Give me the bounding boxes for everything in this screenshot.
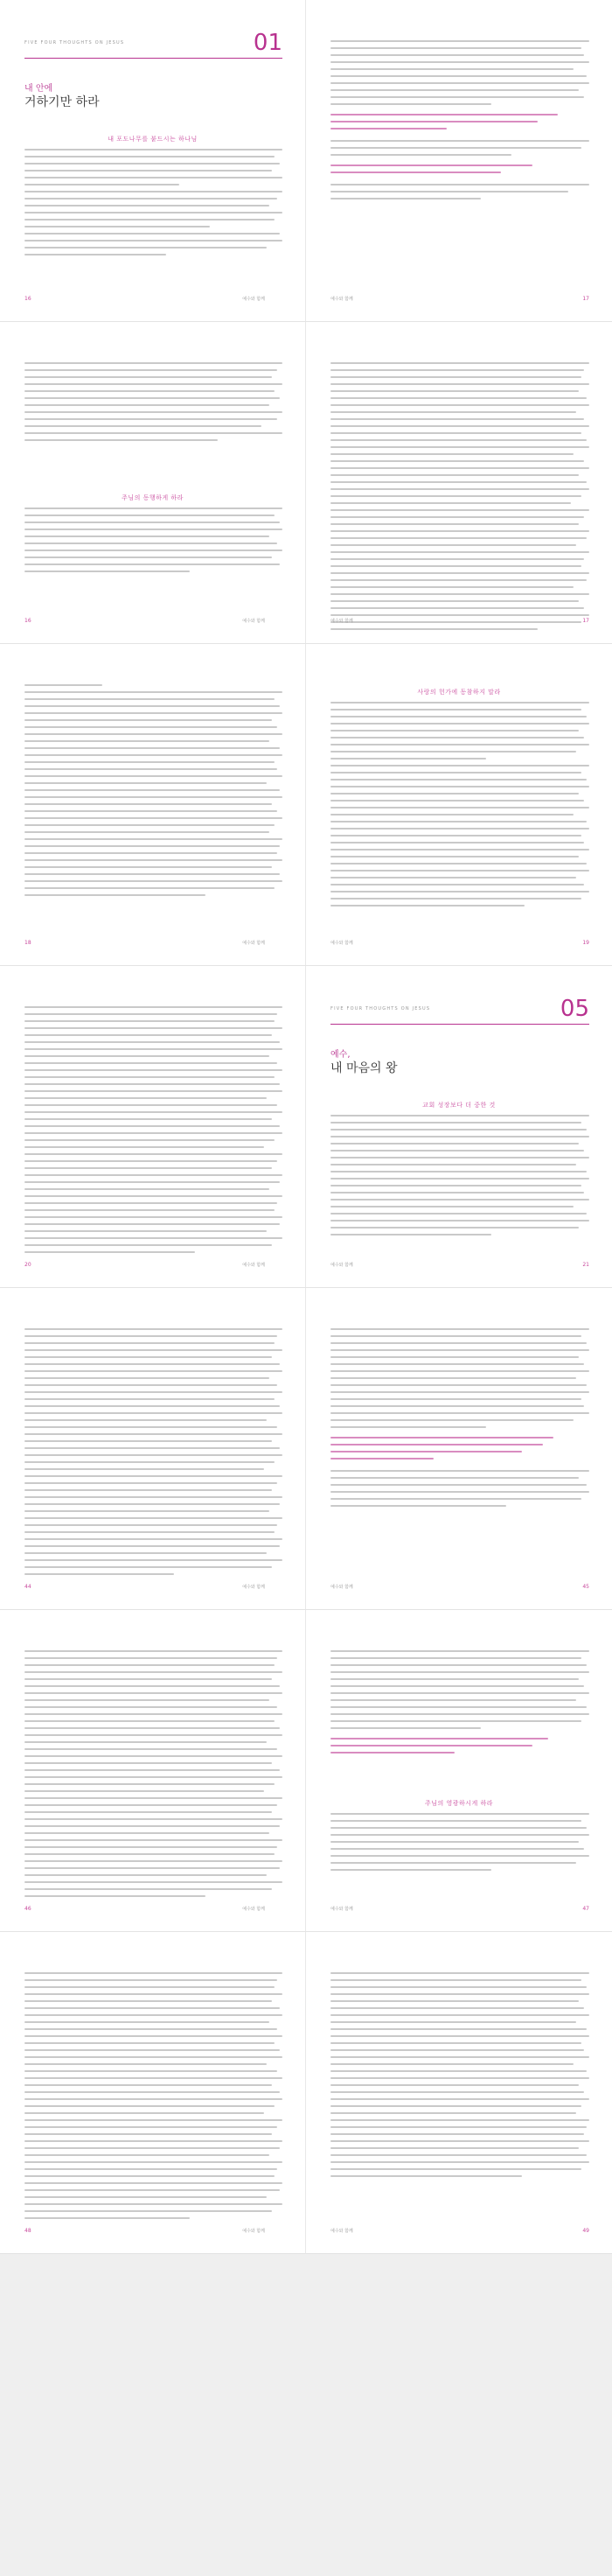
footer-title: 예수와 함께: [242, 941, 265, 946]
page-text: [306, 1932, 612, 2254]
body-text: [24, 362, 282, 446]
page-number: 48: [24, 2228, 31, 2234]
page-text: [0, 322, 306, 644]
body-text: [24, 684, 282, 901]
body-text: [24, 1972, 282, 2224]
page-chapter-05-opening: [306, 966, 612, 1288]
chapter-title: 내 마음의 왕: [330, 1061, 398, 1075]
chapter-subtitle: 예수,: [330, 1050, 351, 1060]
body-text: [330, 362, 589, 635]
footer-title: 예수와 함께: [242, 297, 265, 302]
page-text: [306, 644, 612, 966]
footer-title: 예수와 함께: [330, 619, 353, 624]
page-text: [0, 1288, 306, 1610]
page-number: 49: [582, 2228, 589, 2234]
page-chapter-01-opening: [0, 0, 306, 322]
body-text: [330, 1650, 589, 1764]
body-text: [24, 1006, 282, 1258]
footer-title: 예수와 함께: [330, 941, 353, 946]
chapter-rule: [330, 1024, 589, 1025]
body-text: [24, 508, 282, 578]
footer-title: 예수와 함께: [242, 1907, 265, 1912]
page-number: 16: [24, 618, 31, 624]
chapter-number: 01: [253, 30, 282, 56]
body-text: [24, 1650, 282, 1902]
footer-title: 예수와 함께: [330, 2229, 353, 2234]
page-number: 45: [582, 1584, 589, 1590]
page-number: 44: [24, 1584, 31, 1590]
section-heading: 주님의 영광하시게 하라: [424, 1800, 494, 1807]
footer-title: 예수와 함께: [242, 1585, 265, 1590]
section-heading: 내 포도나무를 붙드시는 하나님: [108, 136, 198, 143]
page-number: 16: [24, 296, 31, 302]
page-text: [0, 966, 306, 1288]
section-heading: 사랑의 헌가에 동참하지 말라: [417, 689, 501, 696]
page-number: 46: [24, 1906, 31, 1912]
body-text: [24, 1328, 282, 1580]
page-number: 20: [24, 1262, 31, 1268]
body-text: [330, 1328, 589, 1512]
page-text: [306, 1610, 612, 1932]
page-text: [0, 1932, 306, 2254]
section-heading: 교회 성장보다 더 중한 것: [422, 1102, 496, 1109]
page-number: 18: [24, 940, 31, 946]
footer-title: 예수와 함께: [330, 1907, 353, 1912]
chapter-number: 05: [560, 996, 589, 1022]
footer-title: 예수와 함께: [330, 1263, 353, 1268]
page-number: 19: [582, 940, 589, 946]
footer-title: 예수와 함께: [242, 619, 265, 624]
page-text: [0, 1610, 306, 1932]
body-text: [330, 1813, 589, 1876]
page-number: 17: [582, 618, 589, 624]
body-text: [330, 40, 589, 205]
footer-title: 예수와 함께: [330, 297, 353, 302]
footer-title: 예수와 함께: [330, 1585, 353, 1590]
chapter-title: 거하기만 하라: [24, 95, 100, 109]
section-heading: 주님의 동행하게 하라: [122, 494, 184, 501]
body-text: [330, 1972, 589, 2182]
page-number: 17: [582, 296, 589, 302]
chapter-rule: [24, 58, 282, 59]
page-text: [0, 644, 306, 966]
page-number: 47: [582, 1906, 589, 1912]
body-text: [330, 702, 589, 912]
running-header: FIVE FOUR THOUGHTS ON JESUS: [330, 1006, 431, 1012]
page-text: [306, 322, 612, 644]
page-text: [306, 0, 612, 322]
body-text: [24, 149, 282, 261]
page-text: [306, 1288, 612, 1610]
page-number: 21: [582, 1262, 589, 1268]
chapter-subtitle: 내 안에: [24, 84, 53, 94]
footer-title: 예수와 함께: [242, 2229, 265, 2234]
body-text: [330, 1115, 589, 1241]
running-header: FIVE FOUR THOUGHTS ON JESUS: [24, 40, 125, 46]
footer-title: 예수와 함께: [242, 1263, 265, 1268]
